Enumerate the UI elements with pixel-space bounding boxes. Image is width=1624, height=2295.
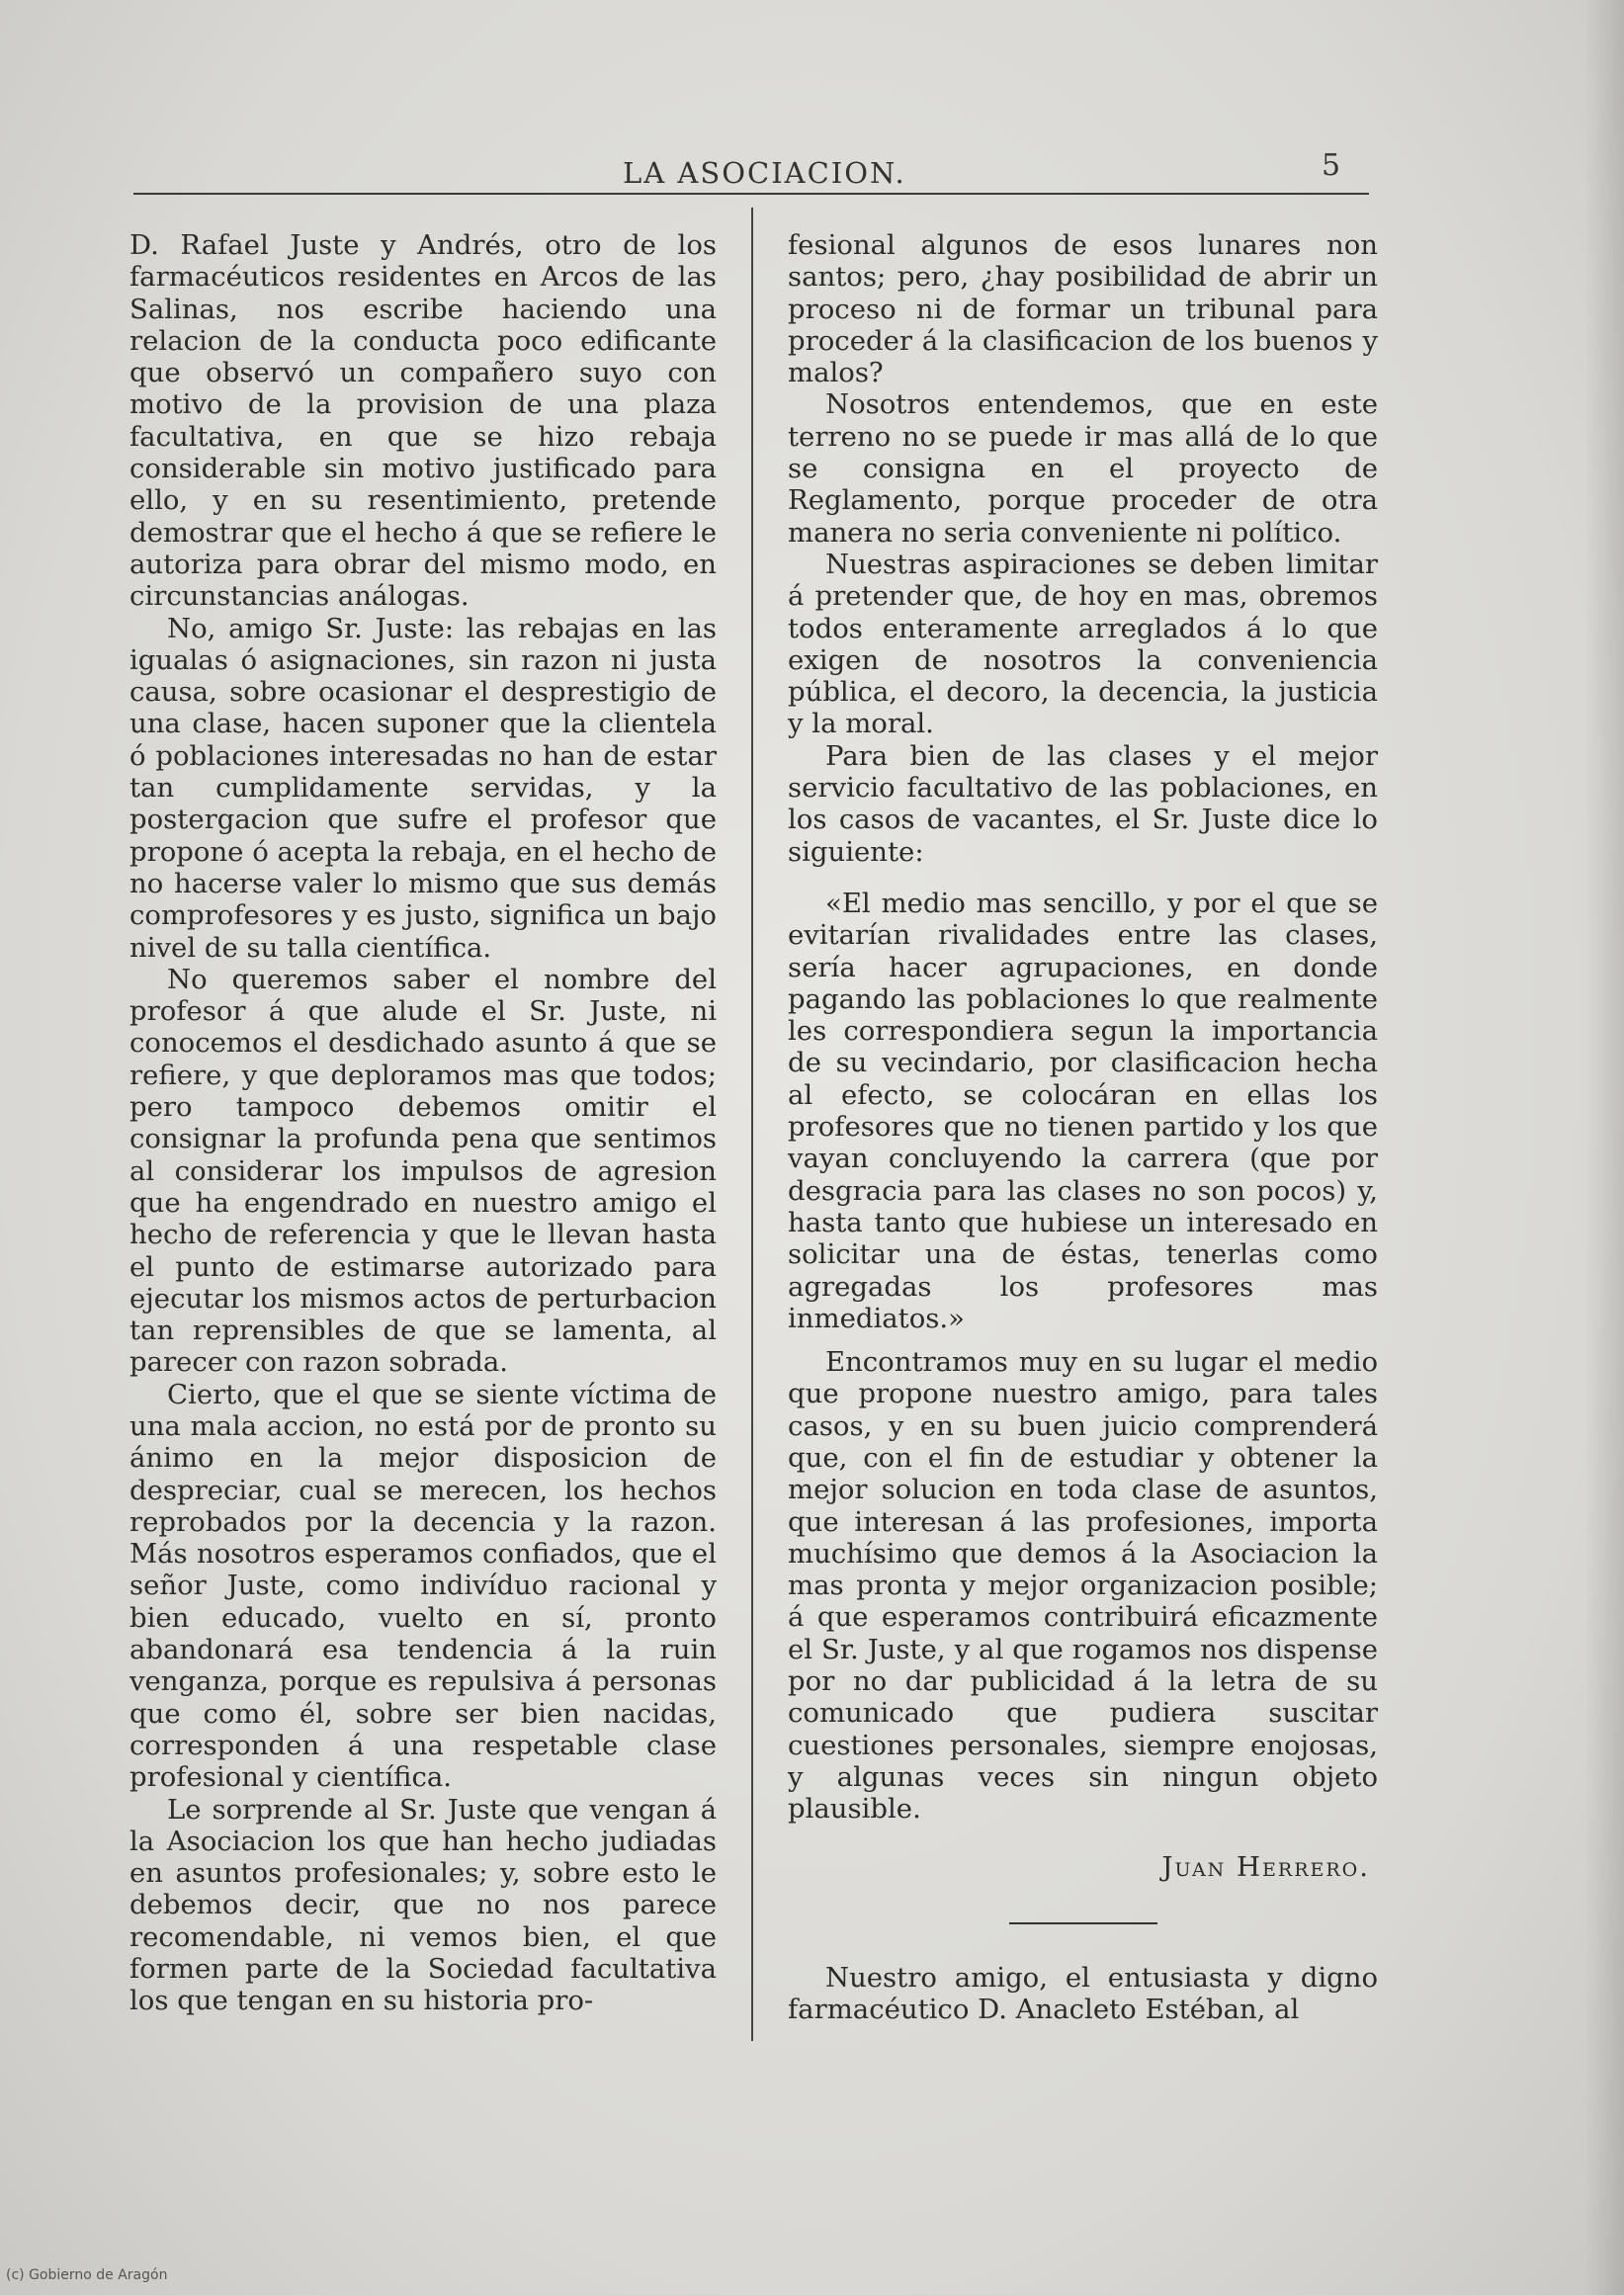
paragraph: Cierto, que el que se siente víctima de una mala accion, no está por de pronto su ánimo en la mejor disposicion de despreciar, cual se merecen, los hechos reprobados por la decencia y la razon. Más nosotros esperamos confiados, que el señor Juste, como indivíduo racional y bien educado, vuelto en sí, pronto abandonará esa tendencia á la ruin venganza, porque es repulsiva á personas que como él, sobre ser bien nacidas, corresponden á una respetable clase profesional y científica. <box>129 1378 717 1794</box>
section-separator <box>1009 1922 1157 1924</box>
quoted-paragraph: «El medio mas sencillo, y por el que se evitarían rivalidades entre las clases, sería hacer agrupaciones, en donde pagando las poblaciones lo que realmente les correspondiera segun la importancia de su vecindario, por clasificacion hecha al efecto, se colocáran en ellas los profesores que no tienen partido y los que vayan concluyendo la carrera (que por desgracia para las clases no son pocos) y, hasta tanto que hubiese un interesado en solicitar una de éstas, tenerlas como agregadas los profesores mas inmediatos.» <box>788 887 1378 1334</box>
left-column <box>129 229 717 2017</box>
header-rule <box>133 193 1369 195</box>
paragraph: Para bien de las clases y el mejor servicio facultativo de las poblaciones, en los casos de vacantes, el Sr. Juste dice lo siguiente: <box>788 739 1378 868</box>
right-column <box>788 229 1378 2025</box>
paragraph: Encontramos muy en su lugar el medio que propone nuestro amigo, para tales casos, y en su buen juicio comprenderá que, con el fin de estudiar y obtener la mejor solucion en toda clase de asuntos, que interesan á las profesiones, importa muchísimo que demos á la Asociacion la mas pronta y mejor organizacion posible; á que esperamos contribuirá eficazmente el Sr. Juste, y al que rogamos nos dispense por no dar publicidad á la letra de su comunicado que pudiera suscitar cuestiones personales, siempre enojosas, y algunas veces sin ningun objeto plausible. <box>788 1346 1378 1826</box>
running-header-title: LA ASOCIACION. <box>623 156 906 190</box>
page-edge-shadow <box>1584 0 1624 2295</box>
paragraph: Nosotros entendemos, que en este terreno no se puede ir mas allá de lo que se consigna en el proyecto de Reglamento, porque proceder de otra manera no seria conveniente ni político. <box>788 388 1378 549</box>
page-number: 5 <box>1322 148 1341 183</box>
author-signature: Juan Herrero. <box>1161 1850 1370 1883</box>
paragraph: No queremos saber el nombre del profesor á que alude el Sr. Juste, ni conocemos el desdichado asunto á que se refiere, y que deploramos mas que todos; pero tampoco debemos omitir el consignar la profunda pena que sentimos al considerar los impulsos de agresion que ha engendrado en nuestro amigo el hecho de referencia y que le llevan hasta el punto de estimarse autorizado para ejecutar los mismos actos de perturbacion tan reprensibles de que se lamenta, al parecer con razon sobrada. <box>129 963 717 1379</box>
copyright-credit: (c) Gobierno de Aragón <box>6 2267 168 2283</box>
paragraph: Le sorprende al Sr. Juste que vengan á la Asociacion los que han hecho judiadas en asuntos profesionales; y, sobre esto le debemos decir, que no nos parece recomendable, ni vemos bien, el que formen parte de la Sociedad facultativa los que tengan en su historia pro- <box>129 1793 717 2017</box>
paragraph: No, amigo Sr. Juste: las rebajas en las igualas ó asignaciones, sin razon ni justa causa, sobre ocasionar el desprestigio de una clase, hacen suponer que la clientela ó poblaciones interesadas no han de estar tan cumplidamente servidas, y la postergacion que sufre el profesor que propone ó acepta la rebaja, en el hecho de no hacerse valer lo mismo que sus demás comprofesores y es justo, significa un bajo nivel de su talla científica. <box>129 612 717 964</box>
paragraph: fesional algunos de esos lunares non santos; pero, ¿hay posibilidad de abrir un proceso ni de formar un tribunal para proceder á la clasificacion de los buenos y malos? <box>788 229 1378 389</box>
next-article-paragraph: Nuestro amigo, el entusiasta y digno farmacéutico D. Anacleto Estéban, al <box>788 1961 1378 2026</box>
column-divider <box>751 208 753 2041</box>
paragraph: D. Rafael Juste y Andrés, otro de los farmacéuticos residentes en Arcos de las Salinas, nos escribe haciendo una relacion de la conducta poco edificante que observó un compañero suyo con motivo de la provision de una plaza facultativa, en que se hizo rebaja considerable sin motivo justificado para ello, y en su resentimiento, pretende demostrar que el hecho á que se refiere le autoriza para obrar del mismo modo, en circunstancias análogas. <box>129 229 717 613</box>
paragraph: Nuestras aspiraciones se deben limitar á pretender que, de hoy en mas, obremos todos enteramente arreglados á lo que exigen de nosotros la conveniencia pública, el decoro, la decencia, la justicia y la moral. <box>788 548 1378 740</box>
